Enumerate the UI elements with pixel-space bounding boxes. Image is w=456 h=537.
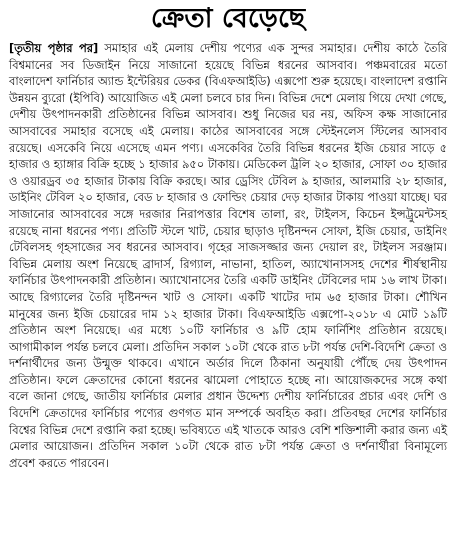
article-body bbox=[9, 40, 447, 471]
article-body-text: সমাহার এই মেলায় দেশীয় পণ্যের এক সুন্দর সমাহার। দেশীয় কাঠে তৈরি বিশ্বমানের সব ডিজাইন নিয়ে সাজানো হয়েছে বিভিন্ন ধরনের আসবাব। পঞ্চমবারের মতো বাংলাদেশ ফার্নিচার অ্যান্ড ইন্টেরিয়র ডেকর (বিএফআইডি) এক্সপো শুরু হয়েছে। বাংলাদেশ রপ্তানি উন্নয়ন ব্যুরো (ইপিবি) আয়োজিত এই মেলা চলবে চার দিন। বিভিন্ন দেশে মেলায় গিয়ে দেখা গেছে, দেশীয় উৎপাদনকারী প্রতিষ্ঠানের বিভিন্ন আসবাব। শুধু নিজের ঘর নয়, অফিস কক্ষ সাজানোর আসবাবের সমাহার বসেছে এই মেলায়। কাঠের আসবাবের সঙ্গে স্টেইনলেস স্টিলের আসবাব রয়েছে। এসকেবি নিয়ে এসেছে এমন পণ্য। এসকেবির তৈরি বিভিন্ন ধরনের ইজি চেয়ার সাড়ে ৫ হাজার ও হ্যাঙ্গার বিক্রি হচ্ছে ১ হাজার ৯৫০ টাকায়। মেডিকেল ট্রলি ২০ হাজার, সোফা ৩০ হাজার ও ওয়ারড্রব ৩৫ হাজার টাকায় বিক্রি করছে। আর ড্রেসিং টেবিল ৯ হাজার, আলমারি ২৮ হাজার, ডাইনিং টেবিল ২০ হাজার, বেড ৮ হাজার ও ফোল্ডিং চেয়ার দেড় হাজার টাকায় পাওয়া যাচ্ছে। ঘর সাজানোর আসবাবের সঙ্গে দরজার নিরাপত্তার বিশেষ তালা, রং, টাইলস, কিচেন ইন্সট্রুমেন্টসহ রয়েছে নানা ধরনের পণ্য। প্রতিটি স্টলে খাট, চেয়ার ছাড়াও দৃষ্টিনন্দন সোফা, ইজি চেয়ার, ডাইনিং টেবিলসহ গৃহসাজের সব ধরনের আসবাব। গৃহের সাজসজ্জার জন্য দেয়াল রং, টাইলস সরঞ্জাম। বিভিন্ন মেলায় অংশ নিয়েছে ব্রাদার্স, রিগ্যাল, নাভানা, হাতিল, অ্যাখোনাসসহ দেশের শীর্ষস্থানীয় ফার্নিচার উৎপাদনকারী প্রতিষ্ঠান। অ্যাখোনাসের তৈরি একটি ডাইনিং টেবিলের দাম ১৬ লাখ টাকা। আছে রিগ্যালের তৈরি দৃষ্টিনন্দন খাট ও সোফা। একটি খাটের দাম ৬৫ হাজার টাকা। শৌখিন মানুষের জন্য ইজি চেয়ারের দাম ১২ হাজার টাকা। বিএফআইডি এক্সপো-২০১৮ এ মোট ১৯টি প্রতিষ্ঠান অংশ নিয়েছে। এর মধ্যে ১০টি ফার্নিচার ও ৯টি হোম ফার্নিশিং প্রতিষ্ঠান রয়েছে। আগামীকাল পর্যন্ত চলবে মেলা। প্রতিদিন সকাল ১০টা থেকে রাত ৮টা পর্যন্ত দেশি-বিদেশি ক্রেতা ও দর্শনার্থীদের জন্য উন্মুক্ত থাকবে। এখানে অর্ডার দিলে ঠিকানা অনুযায়ী পৌঁছে দেয় উৎপাদন প্রতিষ্ঠান। ফলে ক্রেতাদের কোনো ধরনের ঝামেলা পোহাতে হচ্ছে না। আয়োজকদের সঙ্গে কথা বলে জানা গেছে, জাতীয় ফার্নিচার মেলার প্রধান উদ্দেশ্য দেশীয় ফার্নিচারের প্রচার এবং দেশি ও বিদেশি ক্রেতাদের ফার্নিচার পণ্যের গুণগত মান সম্পর্কে অবহিত করা। প্রতিবছর দেশের ফার্নিচার বিশ্বের বিভিন্ন দেশে রপ্তানি করা হচ্ছে। ভবিষ্যতে এই খাতকে আরও বেশি শক্তিশালী করার জন্য এই মেলার আয়োজন। প্রতিদিন সকাল ১০টা থেকে রাত ৮টা পর্যন্ত ক্রেতা ও দর্শনার্থীরা বিনামূল্যে প্রবেশ করতে পারবেন। bbox=[9, 41, 448, 470]
continued-from-label: [তৃতীয় পৃষ্ঠার পর] bbox=[9, 41, 99, 55]
headline: ক্রেতা বেড়েছে bbox=[150, 3, 306, 34]
